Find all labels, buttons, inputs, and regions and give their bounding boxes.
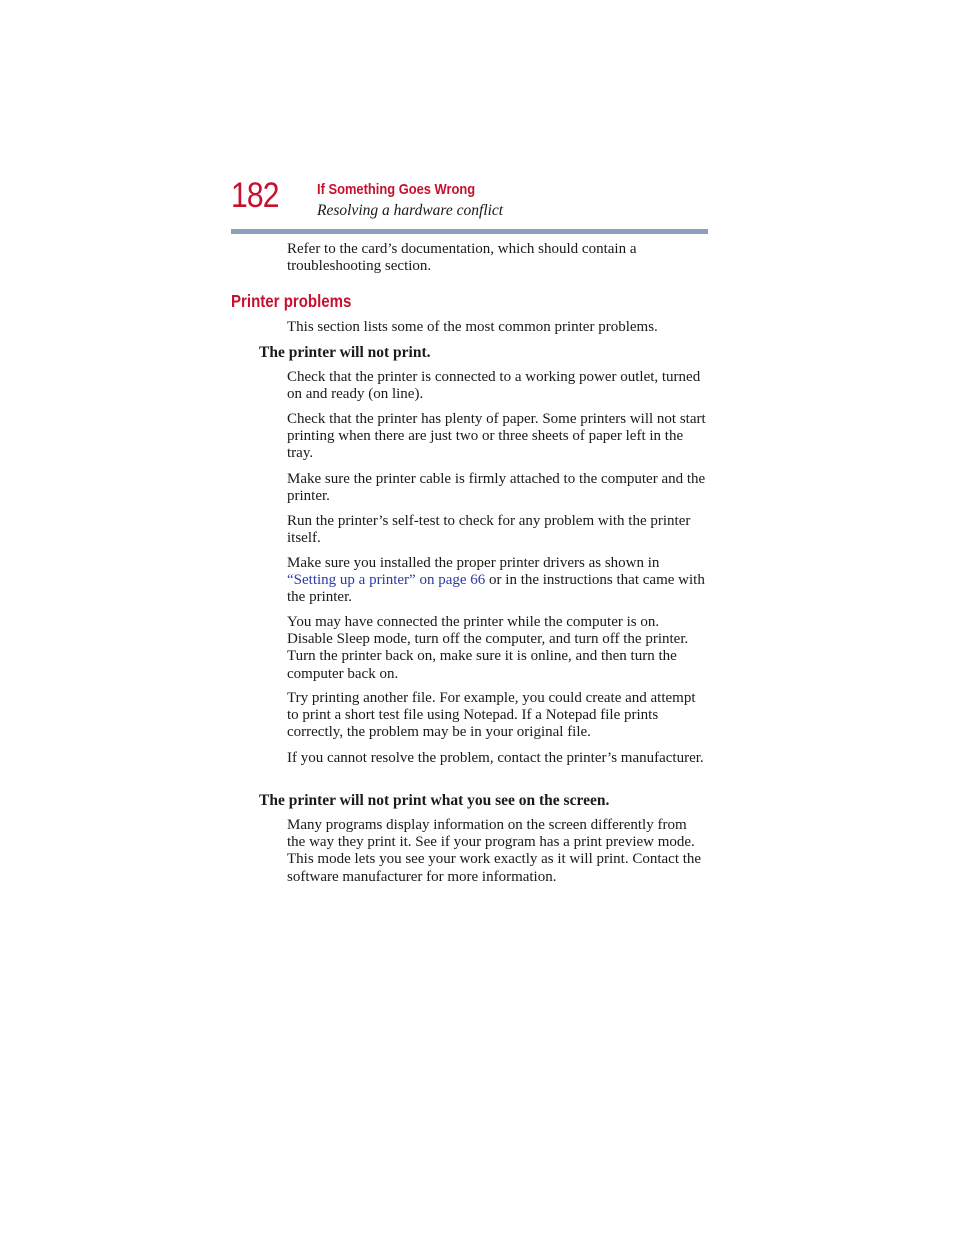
paragraph-paper-supply: Check that the printer has plenty of paper. Some printers will not start printing when there are just two or three sheets of paper left in the tray. xyxy=(287,411,706,462)
paragraph-sleep-mode: You may have connected the printer while the computer is on. Disable Sleep mode, turn off the computer, and turn off the printer. Turn the printer back on, make sure it is online, and then turn the computer back on. xyxy=(287,614,689,682)
paragraph-printer-drivers xyxy=(287,555,708,607)
page-number: 182 xyxy=(231,176,279,215)
drivers-text-before: Make sure you installed the proper printer drivers as shown in xyxy=(287,555,660,571)
printer-section-intro: This section lists some of the most common printer problems. xyxy=(287,319,658,335)
paragraph-power-outlet: Check that the printer is connected to a working power outlet, turned on and ready (on line). xyxy=(287,369,701,403)
paragraph-contact-manufacturer: If you cannot resolve the problem, contact the printer’s manufacturer. xyxy=(287,750,704,766)
problem-heading-screen-mismatch: The printer will not print what you see on the screen. xyxy=(259,792,610,809)
intro-paragraph: Refer to the card’s documentation, which should contain a troubleshooting section. xyxy=(287,241,637,275)
paragraph-test-file: Try printing another file. For example, you could create and attempt to print a short test file using Notepad. If a Notepad file prints correctly, the problem may be in your original file. xyxy=(287,690,696,741)
chapter-title: If Something Goes Wrong xyxy=(317,181,476,198)
paragraph-printer-cable: Make sure the printer cable is firmly attached to the computer and the printer. xyxy=(287,471,706,505)
paragraph-self-test: Run the printer’s self-test to check for any problem with the printer itself. xyxy=(287,513,691,547)
setting-up-printer-link[interactable]: “Setting up a printer” on page 66 xyxy=(287,572,486,589)
header-rule xyxy=(231,229,708,234)
section-subtitle: Resolving a hardware conflict xyxy=(317,202,504,219)
drivers-text-after: or in the instructions that came with the printer. xyxy=(287,572,705,606)
problem-heading-will-not-print: The printer will not print. xyxy=(259,344,431,361)
printer-problems-heading: Printer problems xyxy=(231,291,352,311)
paragraph-print-preview: Many programs display information on the screen differently from the way they print it. See if your program has a print preview mode. This mode lets you see your work exactly as it will print. Contact the software manufacturer for more information. xyxy=(287,817,702,885)
